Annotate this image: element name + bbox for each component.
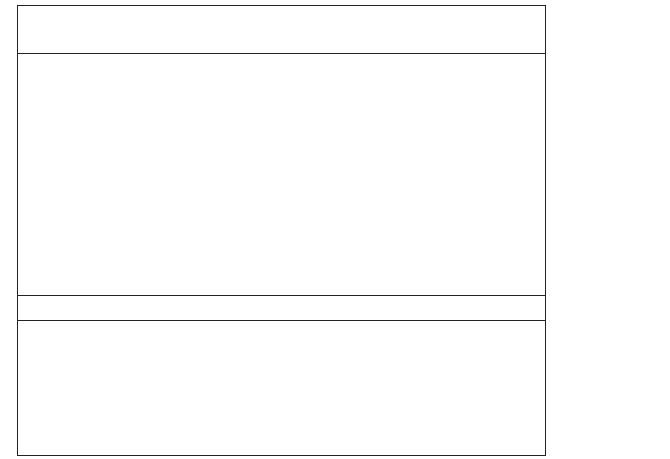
bottom-header-divider — [18, 320, 545, 321]
section-divider — [18, 295, 545, 296]
makeup-codes-table — [17, 5, 546, 456]
header-divider — [18, 53, 545, 54]
table-caption — [563, 6, 670, 7]
table-header-row — [18, 6, 545, 53]
